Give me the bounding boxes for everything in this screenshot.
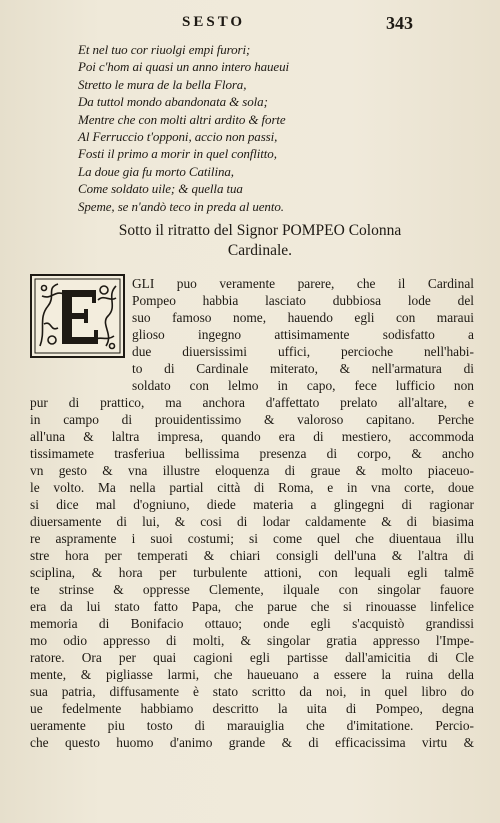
body-line: suo famoso nome, hauendo egli con maraui xyxy=(132,310,474,325)
verse-line: Et nel tuo cor riuolgi empi furori; xyxy=(78,42,251,57)
ornamental-letter-e-icon xyxy=(32,276,123,356)
body-line: mo odio appresso di molti, & singolar gratia appresso l'Impe- xyxy=(30,633,474,648)
body-line: memoria di Bonifacio ottauo; onde egli s'acquistò grandissi xyxy=(30,616,474,631)
verse-line: Da tuttol mondo abandonata & sola; xyxy=(78,94,268,110)
body-line: Pompeo habbia lasciato dubbiosa lode del xyxy=(132,293,474,308)
body-line: era da lui stato fatto Papa, che parue che si rinouasse linfelice xyxy=(30,599,474,614)
verse-line: Stretto le mura de la bella Flora, xyxy=(78,76,247,92)
body-line: stre hora per temperati & chiari consigli dell'una & l'altra di xyxy=(30,548,474,563)
body-line: all'una & laltra impresa, quando era di mestiero, accommoda xyxy=(30,429,474,444)
body-line: glioso ingegno attisimamente sodisfatto a xyxy=(132,327,474,342)
verse-line: Mentre che con molti altri ardito & forte xyxy=(78,111,286,127)
verse-line: Poi c'hom ai quasi un anno intero haueui xyxy=(78,59,289,75)
section-heading xyxy=(40,221,480,261)
running-head xyxy=(0,14,500,36)
section-heading-line: Cardinale. xyxy=(227,242,293,259)
body-line: ratore. Ora per quai cagioni egli partisse dall'amicitia di Cle xyxy=(30,650,474,665)
page-number: 343 xyxy=(386,13,413,33)
body-line: ueramente piu tosto di marauiglia che d'imitatione. Percio- xyxy=(30,718,474,733)
verse-line: La doue gia fu morto Catilina, xyxy=(78,163,234,179)
drop-initial-ornament xyxy=(30,274,125,358)
body-line: to di Cardinale miterato, & nell'armatura di xyxy=(132,361,474,376)
body-line: ue fedelmente habbiamo descritto la uita di Pompeo, degna xyxy=(30,701,474,716)
body-line: soldato con lelmo in capo, fece lufficio non xyxy=(132,378,474,393)
body-line: te strinse & oppresse Clemente, ilquale con singolar fauore xyxy=(30,582,474,597)
verse-line: Speme, se n'andò teco in preda al uento. xyxy=(78,198,284,214)
verse-block xyxy=(78,41,408,215)
body-line: in campo di prouidentissimo & valoroso capitano. Perche xyxy=(30,412,474,427)
running-title: SESTO xyxy=(182,14,246,30)
body-line: che questo huomo d'animo grande & di efficacissima virtu & xyxy=(30,735,474,750)
body-line: re aspramente i suoi costumi; si come quel che diuentaua illu xyxy=(30,531,474,546)
verse-line: Fosti il primo a morir in quel conflitto, xyxy=(78,146,277,162)
body-line: le volto. Ma nella partial città di Roma, e in vna corte, doue xyxy=(30,480,474,495)
body-line: mente, & pigliasse larmi, che haueuano a essere la ruina della xyxy=(30,667,474,682)
section-heading-line: Sotto il ritratto del Signor POMPEO Colonna xyxy=(118,222,402,239)
verse-line: Come soldato uile; & quella tua xyxy=(78,181,243,197)
body-line: si dice mal d'ogniuno, diede materia a glingegni di ragionar xyxy=(30,497,474,512)
body-line: diuersamente di lui, & cosi di lodar caldamente & di biasima xyxy=(30,514,474,529)
body-line: GLI puo veramente parere, che il Cardinal xyxy=(132,276,474,291)
body-line: vn gesto & vna illustre eloquenza di graue & molto piaceuo- xyxy=(30,463,474,478)
body-line: tissimamete trasferiua bellissima presenza di corpo, & ancho xyxy=(30,446,474,461)
body-line: sciplina, & hora per turbulente attioni, con lequali egli talmē xyxy=(30,565,474,580)
verse-line: Al Ferruccio t'opponi, accio non passi, xyxy=(78,129,278,145)
body-line: due diuersissimi uffici, percioche nell'habi- xyxy=(132,344,474,359)
body-line: sua patria, diffusamente è stato scritto da noi, in quel libro do xyxy=(30,684,474,699)
body-line: pur di prattico, ma anchora d'affettato prelato all'altare, e xyxy=(30,395,474,410)
